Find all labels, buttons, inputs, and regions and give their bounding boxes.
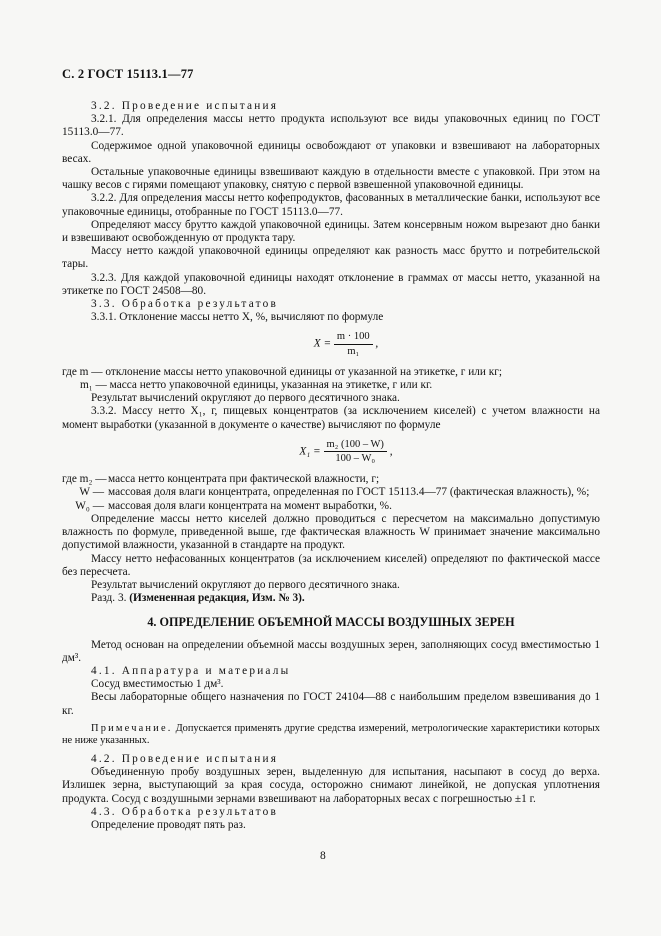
paragraph: Результат вычислений округляют до первого десятичного знака. (91, 578, 400, 591)
paragraph: Объединенную пробу воздушных зерен, выделенную для испытания, насыпают в сосуд до верха. Излишек зерна, выступающий за края сосуда, осторожно снимают линейкой, не допуская уплотнения продукта. Сосуд с воздушными зернами взвешивают на лабораторных весах с погрешностью ±1 г. (62, 766, 600, 805)
paragraph: 3.2.2. Для определения массы нетто кофепродуктов, фасованных в металлические банки, используют все упаковочные единицы, отобранные по ГОСТ 15113.0—77. (62, 192, 600, 218)
paragraph: Определение проводят пять раз. (91, 818, 246, 831)
formula-2: X₁ = $\frac{\text{m₂ (100 – W)}}{\text{100 – W₀}}$ , (299, 438, 393, 465)
definition-item: W₀ — массовая доля влаги концентрата на момент выработки, %. (75, 499, 392, 512)
formula-1: X = $\frac{m \cdot 100}{\text{m₁}}$ , (313, 331, 379, 357)
paragraph: Сосуд вместимостью 1 дм³. (91, 678, 224, 691)
section-heading: 3.2. Проведение испытания (91, 100, 279, 112)
document-body (62, 98, 600, 832)
paragraph: 3.2.1. Для определения массы нетто продукта используют все виды упаковочных единиц по ГОСТ 15113.0—77. (62, 113, 600, 139)
paragraph: Определяют массу брутто каждой упаковочной единицы. Затем консервным ножом вырезают дно банки и взвешивают освобожденную от продукта тару. (62, 218, 600, 245)
paragraph: где m — отклонение массы нетто упаковочной единицы от указанной на этикетке, г или кг; (62, 365, 503, 378)
section-heading: 4.1. Аппаратура и материалы (91, 664, 291, 677)
page-number: 8 (320, 850, 326, 862)
section-heading: 4.3. Обработка результатов (91, 805, 278, 818)
section-heading: 4.2. Проведение испытания (91, 752, 279, 765)
section-heading: 3.3. Обработка результатов (91, 298, 278, 311)
definition-item: W — массовая доля влаги концентрата, определенная по ГОСТ 15113.4—77 (фактическая влажность), %; (79, 486, 590, 499)
section-title: 4. ОПРЕДЕЛЕНИЕ ОБЪЕМНОЙ МАССЫ ВОЗДУШНЫХ ЗЕРЕН (147, 615, 515, 630)
paragraph: 3.3.2. Массу нетто X₁, г, пищевых концентратов (за исключением киселей) с учетом влажности на момент выработки (указанной в документе о качестве) вычисляют по формуле (62, 405, 600, 431)
paragraph: Метод основан на определении объемной массы воздушных зерен, заполняющих сосуд вместимостью 1 дм³. (62, 638, 600, 664)
page-header: С. 2 ГОСТ 15113.1—77 (62, 67, 194, 81)
paragraph: 3.3.1. Отклонение массы нетто X, %, вычисляют по формуле (91, 311, 384, 324)
amendment-note: Разд. 3. (Измененная редакция, Изм. № 3). (91, 592, 305, 605)
paragraph: Остальные упаковочные единицы взвешивают каждую в отдельности вместе с упаковкой. При этом на чашку весов с гирями помещают упаковку, снятую с первой взвешенной упаковочной единицы. (62, 166, 600, 192)
paragraph: Весы лабораторные общего назначения по ГОСТ 24104—88 с наибольшим пределом взвешивания до 1 кг. (62, 691, 600, 717)
paragraph: Результат вычислений округляют до первого десятичного знака. (91, 392, 400, 405)
paragraph: Массу нетто каждой упаковочной единицы определяют как разность масс брутто и потребительской тары. (62, 245, 600, 271)
paragraph: Определение массы нетто киселей должно проводиться с пересчетом на максимально допустимую влажность по формуле, приведенной выше, где фактическая влажность W принимает значение максимально допустимой влажности, указанной в стандарте на продукт. (62, 512, 600, 552)
paragraph: Содержимое одной упаковочной единицы освобождают от упаковки и взвешивают на лабораторных весах. (62, 139, 600, 165)
paragraph: Массу нетто нефасованных концентратов (за исключением киселей) определяют по фактической массе без пересчета. (62, 552, 600, 578)
paragraph: 3.2.3. Для каждой упаковочной единицы находят отклонение в граммах от массы нетто, указанной на этикетке по ГОСТ 24508—80. (62, 271, 600, 297)
definition-item: где m₂ — масса нетто концентрата при фактической влажности, г; (62, 473, 380, 486)
note: Примечание. Допускается применять другие средства измерений, метрологические характеристики которых не ниже указанных. (62, 722, 600, 747)
paragraph: m₁ — масса нетто упаковочной единицы, указанная на этикетке, г или кг. (80, 379, 433, 392)
